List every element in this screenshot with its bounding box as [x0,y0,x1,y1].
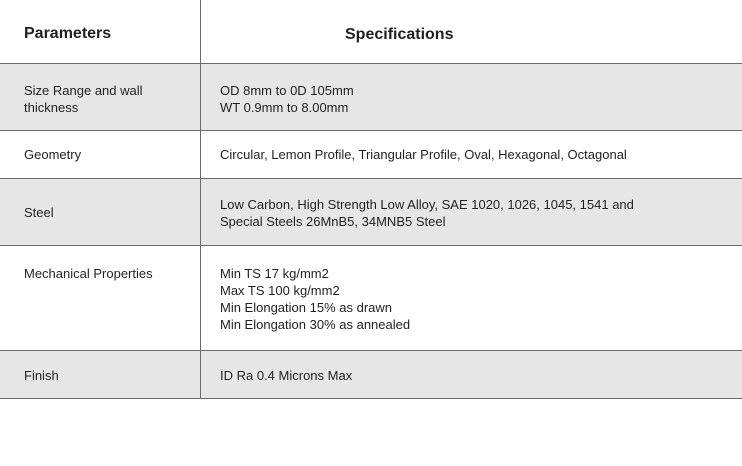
table-row-geometry [0,131,742,179]
table-row-steel [0,179,742,246]
spec-line: Circular, Lemon Profile, Triangular Profile, Oval, Hexagonal, Octagonal [220,147,627,162]
header-specifications [201,0,742,63]
row-parameter [0,246,201,350]
header-parameters [0,0,201,63]
spec-line: Max TS 100 kg/mm2 [220,283,340,298]
parameter-line: thickness [24,100,79,115]
row-specification [201,246,742,350]
header-specifications-label: Specifications [345,26,454,43]
parameter-line: Steel [24,205,54,220]
parameter-line: Size Range and wall [24,83,143,98]
spec-line: Min TS 17 kg/mm2 [220,266,329,281]
spec-line: Min Elongation 30% as annealed [220,317,411,332]
row-parameter [0,351,201,398]
table-header-row [0,0,742,64]
parameter-line: Geometry [24,147,82,162]
row-specification [201,64,742,130]
spec-line: ID Ra 0.4 Microns Max [220,368,353,383]
row-specification [201,351,742,398]
table-row-finish [0,351,742,399]
parameter-line: Finish [24,368,59,383]
spec-line: Special Steels 26MnB5, 34MNB5 Steel [220,214,446,229]
row-parameter [0,179,201,245]
spec-line: WT 0.9mm to 8.00mm [220,100,349,115]
spec-line: Min Elongation 15% as drawn [220,300,392,315]
spec-line: OD 8mm to 0D 105mm [220,83,354,98]
parameter-line: Mechanical Properties [24,266,153,281]
row-specification [201,179,742,245]
table-row-size-range [0,64,742,131]
spec-line: Low Carbon, High Strength Low Alloy, SAE 1020, 1026, 1045, 1541 and [220,197,634,212]
row-parameter [0,131,201,178]
header-parameters-label: Parameters [24,25,112,42]
table-row-mechanical-properties [0,246,742,351]
row-specification [201,131,742,178]
row-parameter [0,64,201,130]
